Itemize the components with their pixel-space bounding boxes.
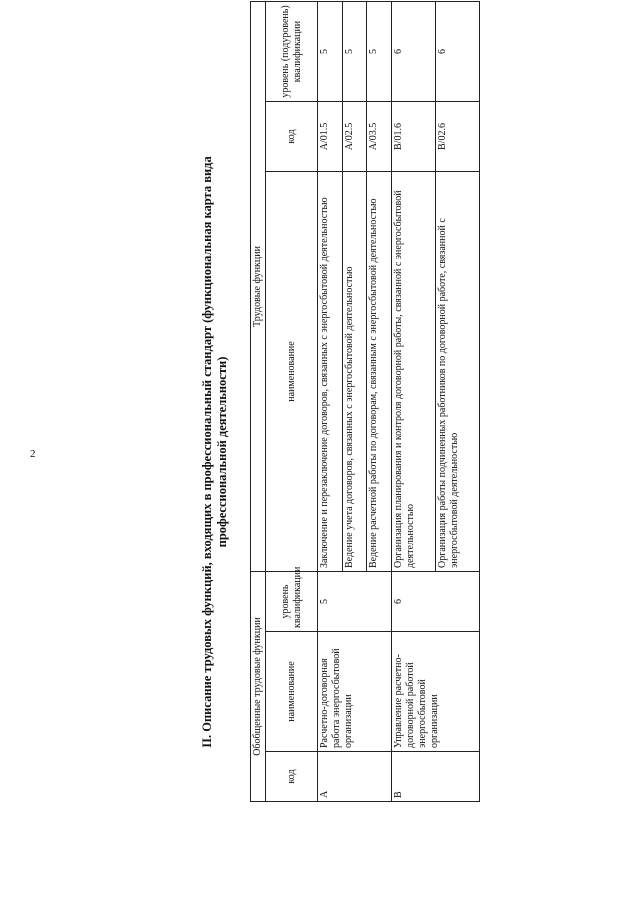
rotated-content <box>200 5 460 852</box>
header-sublevel: уровень (подуровень) квалификации <box>266 2 318 102</box>
page-number: 2 <box>30 448 36 460</box>
func-code: A/02.5 <box>342 102 367 172</box>
func-level: 6 <box>435 2 479 102</box>
func-level: 6 <box>391 2 435 102</box>
table-row <box>391 2 435 802</box>
func-name: Заключение и перезаключение договоров, связанных с энергосбытовой деятельностью <box>318 172 343 572</box>
func-code: A/03.5 <box>367 102 392 172</box>
header-code: код <box>266 752 318 802</box>
gen-code: B <box>391 752 479 802</box>
func-name: Организация работы подчиненных работников по договорной работе, связанной с энергосбытовой деятельностью <box>435 172 479 572</box>
header-level: уровень квалификации <box>266 572 318 632</box>
gen-level: 6 <box>391 572 479 632</box>
func-name: Ведение учета договоров, связанных с энергосбытовой деятельностью <box>342 172 367 572</box>
header-name: наименование <box>266 632 318 752</box>
gen-name: Управление расчетно-договорной работой энергосбытовой организации <box>391 632 479 752</box>
header-name: наименование <box>266 172 318 572</box>
func-code: B/01.6 <box>391 102 435 172</box>
table-row <box>318 2 343 802</box>
header-labor: Трудовые функции <box>251 2 266 572</box>
func-level: 5 <box>318 2 343 102</box>
gen-name: Расчетно-договорная работа энергосбытовой организации <box>318 632 392 752</box>
gen-code: A <box>318 752 392 802</box>
functional-map-table <box>250 1 480 802</box>
func-code: A/01.5 <box>318 102 343 172</box>
header-code: код <box>266 102 318 172</box>
func-name: Организация планирования и контроля договорной работы, связанной с энергосбытовой деятельностью <box>391 172 435 572</box>
section-title: II. Описание трудовых функций, входящих в профессиональный стандарт (функциональная карта вида профессиональной деятельности) <box>200 156 229 748</box>
header-generalized: Обобщенные трудовые функции <box>251 572 266 802</box>
func-name: Ведение расчетной работы по договорам, связанным с энергосбытовой деятельностью <box>367 172 392 572</box>
gen-level: 5 <box>318 572 392 632</box>
func-code: B/02.6 <box>435 102 479 172</box>
func-level: 5 <box>342 2 367 102</box>
func-level: 5 <box>367 2 392 102</box>
